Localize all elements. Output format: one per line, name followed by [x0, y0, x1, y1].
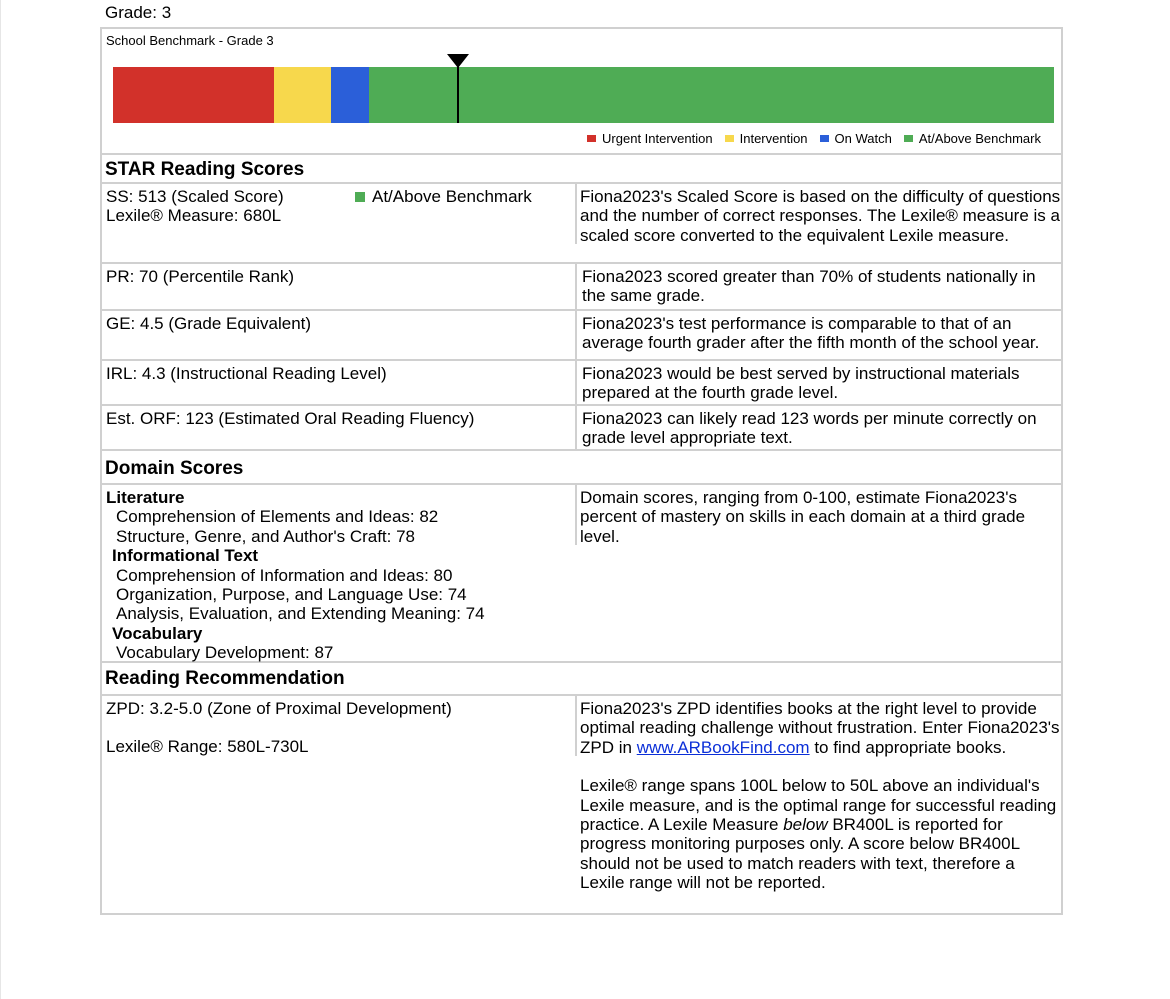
domain-literature: Literature	[106, 488, 185, 507]
lexile-text-end: BR400L is reported for progress monitoring purposes only. A score below BR400L should not be used to match readers with text, therefore a Lexile range will not be reported.	[580, 815, 1020, 893]
pr-row	[102, 264, 1061, 311]
legend-swatch-at-above	[904, 135, 913, 142]
domain-item: Comprehension of Elements and Ideas: 82	[116, 507, 439, 527]
domain-scores-heading: Domain Scores	[102, 451, 1061, 485]
domain-list	[102, 485, 575, 661]
domain-item: Vocabulary Development: 87	[116, 643, 334, 663]
ss-row	[102, 184, 1061, 264]
zpd-text-end: to find appropriate books.	[814, 737, 1007, 757]
domain-item: Analysis, Evaluation, and Extending Meaning: 74	[116, 604, 485, 624]
domain-description: Domain scores, ranging from 0-100, estimate Fiona2023's percent of mastery on skills in each domain at a third grade level.	[575, 485, 1061, 661]
zpd-text: Fiona2023's ZPD identifies books at the right level to provide optimal reading challenge without frustration. Enter Fiona2023's ZPD in	[580, 699, 1060, 757]
recommendation-values	[102, 696, 575, 913]
domain-item: Comprehension of Information and Ideas: 80	[116, 565, 453, 585]
legend-swatch-intervention	[725, 135, 734, 142]
lexile-text: Lexile® range spans 100L below to 50L above an individual's Lexile measure, and is the optimal range for successful reading practice. A Lexile Measure	[580, 776, 1057, 835]
legend-urgent	[587, 131, 713, 146]
ge-row	[102, 311, 1061, 361]
orf-description: Fiona2023 can likely read 123 words per minute correctly on grade level appropriate text.	[575, 406, 1061, 449]
legend-label: At/Above Benchmark	[918, 131, 1041, 146]
benchmark-segment-at-above	[369, 67, 1054, 123]
domain-item: Structure, Genre, and Author's Craft: 78	[116, 526, 416, 546]
recommendation-description	[575, 696, 1061, 913]
benchmark-segment-urgent	[113, 67, 274, 123]
domain-row	[102, 485, 1061, 663]
status-label: At/Above Benchmark	[372, 187, 532, 206]
arbookfind-link[interactable]: www.ARBookFind.com	[636, 737, 810, 757]
zpd-value: ZPD: 3.2-5.0 (Zone of Proximal Development)	[106, 699, 452, 718]
score-report	[100, 27, 1063, 915]
zpd-description	[580, 699, 1061, 757]
legend-swatch-on-watch	[820, 135, 829, 142]
domain-item: Organization, Purpose, and Language Use: 74	[116, 585, 467, 605]
percentile-rank: PR: 70 (Percentile Rank)	[106, 267, 295, 286]
orf-row	[102, 406, 1061, 451]
status-badge	[355, 187, 532, 206]
instructional-reading-level: IRL: 4.3 (Instructional Reading Level)	[106, 364, 387, 383]
benchmark-segment-intervention	[274, 67, 331, 123]
benchmark-segment-on-watch	[331, 67, 369, 123]
benchmark-bar	[113, 67, 1054, 123]
score-marker-line	[457, 65, 459, 123]
legend-on-watch	[820, 131, 892, 146]
benchmark-legend	[587, 131, 1041, 146]
lexile-range: Lexile® Range: 580L-730L	[106, 737, 309, 757]
legend-intervention	[725, 131, 808, 146]
domain-vocabulary: Vocabulary	[112, 623, 203, 643]
benchmark-panel	[102, 29, 1061, 155]
oral-reading-fluency: Est. ORF: 123 (Estimated Oral Reading Fluency)	[106, 409, 475, 428]
page-edge	[0, 0, 1, 999]
irl-row	[102, 361, 1061, 406]
benchmark-title: School Benchmark - Grade 3	[106, 33, 274, 48]
lexile-emphasis: below	[783, 815, 828, 835]
scaled-score: SS: 513 (Scaled Score)	[106, 187, 284, 206]
irl-description: Fiona2023 would be best served by instructional materials prepared at the fourth grade level.	[575, 361, 1061, 404]
ge-description: Fiona2023's test performance is comparable to that of an average fourth grader after the fifth month of the school year.	[575, 311, 1061, 359]
lexile-measure: Lexile® Measure: 680L	[106, 206, 282, 226]
lexile-range-description	[580, 776, 1061, 892]
ss-cell	[102, 184, 575, 262]
ss-description: Fiona2023's Scaled Score is based on the difficulty of questions and the number of correct responses. The Lexile® measure is a scaled score converted to the equivalent Lexile measure.	[575, 184, 1061, 262]
grade-equivalent: GE: 4.5 (Grade Equivalent)	[106, 314, 312, 333]
legend-label: Urgent Intervention	[602, 131, 713, 146]
legend-label: On Watch	[834, 131, 892, 146]
legend-label: Intervention	[739, 131, 808, 146]
legend-at-above	[904, 131, 1041, 146]
recommendation-row	[102, 696, 1061, 915]
legend-swatch-urgent	[587, 135, 596, 142]
grade-label: Grade: 3	[105, 3, 172, 22]
reading-recommendation-heading: Reading Recommendation	[102, 663, 1061, 696]
star-scores-heading: STAR Reading Scores	[102, 155, 1061, 184]
domain-informational: Informational Text	[112, 546, 259, 566]
pr-description: Fiona2023 scored greater than 70% of students nationally in the same grade.	[575, 264, 1061, 309]
status-swatch	[355, 192, 365, 202]
